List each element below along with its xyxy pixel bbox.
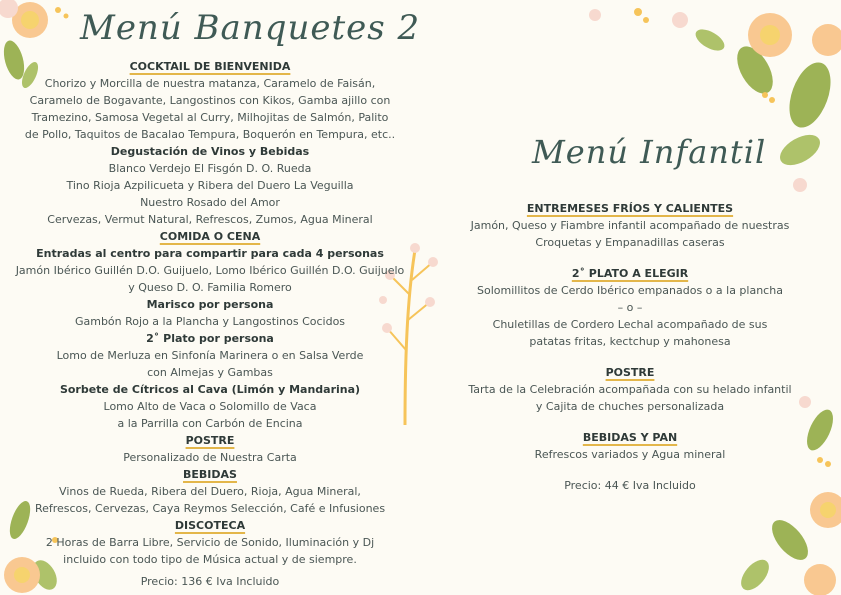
wines-heading: Degustación de Vinos y Bebidas — [110, 145, 310, 158]
kids-bebidas-heading: BEBIDAS Y PAN — [582, 431, 678, 444]
banquet-menu-body — [0, 58, 420, 590]
wines-line: Cervezas, Vermut Natural, Refrescos, Zumos, Agua Mineral — [47, 213, 373, 226]
bebidas-heading: BEBIDAS — [183, 468, 237, 481]
discoteca-line: incluido con todo tipo de Música actual y de siempre. — [63, 553, 357, 566]
marisco-heading: Marisco por persona — [146, 298, 274, 311]
bebidas-line: Vinos de Rueda, Ribera del Duero, Rioja, Agua Mineral, — [59, 485, 361, 498]
banquet-menu-title: Menú Banquetes 2 — [80, 8, 421, 48]
entradas-line: y Queso D. O. Familia Romero — [128, 281, 292, 294]
entradas-line: Jamón Ibérico Guillén D.O. Guijuelo, Lomo Ibérico Guillén D.O. Guijuelo — [15, 264, 405, 277]
discoteca-line: 2 Horas de Barra Libre, Servicio de Sonido, Iluminación y Dj — [45, 536, 375, 549]
postre-line: Personalizado de Nuestra Carta — [123, 451, 297, 464]
kids-postre-heading: POSTRE — [605, 366, 655, 379]
kids-postre-line: y Cajita de chuches personalizada — [535, 400, 725, 413]
kids-plato2-heading: 2˚ PLATO A ELEGIR — [571, 267, 689, 280]
entremeses-heading: ENTREMESES FRÍOS Y CALIENTES — [526, 202, 734, 215]
kids-bebidas-line: Refrescos variados y Agua mineral — [534, 448, 726, 461]
plato2-line: con Almejas y Gambas — [147, 366, 273, 379]
kids-menu-title: Menú Infantil — [532, 133, 767, 171]
cocktail-line: de Pollo, Taquitos de Bacalao Tempura, Boquerón en Tempura, etc.. — [24, 128, 396, 141]
entremeses-line: Croquetas y Empanadillas caseras — [535, 236, 725, 249]
wines-line: Tino Rioja Azpilicueta y Ribera del Duero La Veguilla — [66, 179, 354, 192]
sorbete-line: a la Parrilla con Carbón de Encina — [117, 417, 303, 430]
marisco-line: Gambón Rojo a la Plancha y Langostinos Cocidos — [74, 315, 346, 328]
banquet-price: Precio: 136 € Iva Incluido — [140, 575, 280, 588]
wines-line: Nuestro Rosado del Amor — [140, 196, 280, 209]
kids-plato2-line: – o – — [617, 301, 643, 314]
cocktail-line: Tramezino, Samosa Vegetal al Curry, Milhojitas de Salmón, Palito — [31, 111, 389, 124]
wines-line: Blanco Verdejo El Fisgón D. O. Rueda — [108, 162, 312, 175]
bebidas-line: Refrescos, Cervezas, Caya Reymos Selección, Café e Infusiones — [34, 502, 386, 515]
cocktail-line: Chorizo y Morcilla de nuestra matanza, Caramelo de Faisán, — [44, 77, 376, 90]
plato2-heading: 2˚ Plato por persona — [146, 332, 274, 345]
postre-heading: POSTRE — [185, 434, 235, 447]
entremeses-line: Jamón, Queso y Fiambre infantil acompañado de nuestras — [470, 219, 790, 232]
comida-heading: COMIDA O CENA — [159, 230, 261, 243]
sorbete-line: Lomo Alto de Vaca o Solomillo de Vaca — [103, 400, 317, 413]
kids-price: Precio: 44 € Iva Incluido — [564, 479, 696, 492]
cocktail-heading: COCKTAIL DE BIENVENIDA — [129, 60, 291, 73]
sorbete-heading: Sorbete de Cítricos al Cava (Limón y Mandarina) — [59, 383, 361, 396]
kids-plato2-line: Solomillitos de Cerdo Ibérico empanados o a la plancha — [477, 284, 783, 297]
discoteca-heading: DISCOTECA — [174, 519, 246, 532]
kids-postre-line: Tarta de la Celebración acompañada con su helado infantil — [468, 383, 792, 396]
cocktail-line: Caramelo de Bogavante, Langostinos con Kikos, Gamba ajillo con — [29, 94, 391, 107]
plato2-line: Lomo de Merluza en Sinfonía Marinera o en Salsa Verde — [56, 349, 364, 362]
entradas-heading: Entradas al centro para compartir para cada 4 personas — [36, 247, 384, 260]
kids-plato2-line: Chuletillas de Cordero Lechal acompañado de sus — [492, 318, 768, 331]
kids-menu-body — [440, 200, 820, 494]
kids-plato2-line: patatas fritas, kectchup y mahonesa — [529, 335, 731, 348]
